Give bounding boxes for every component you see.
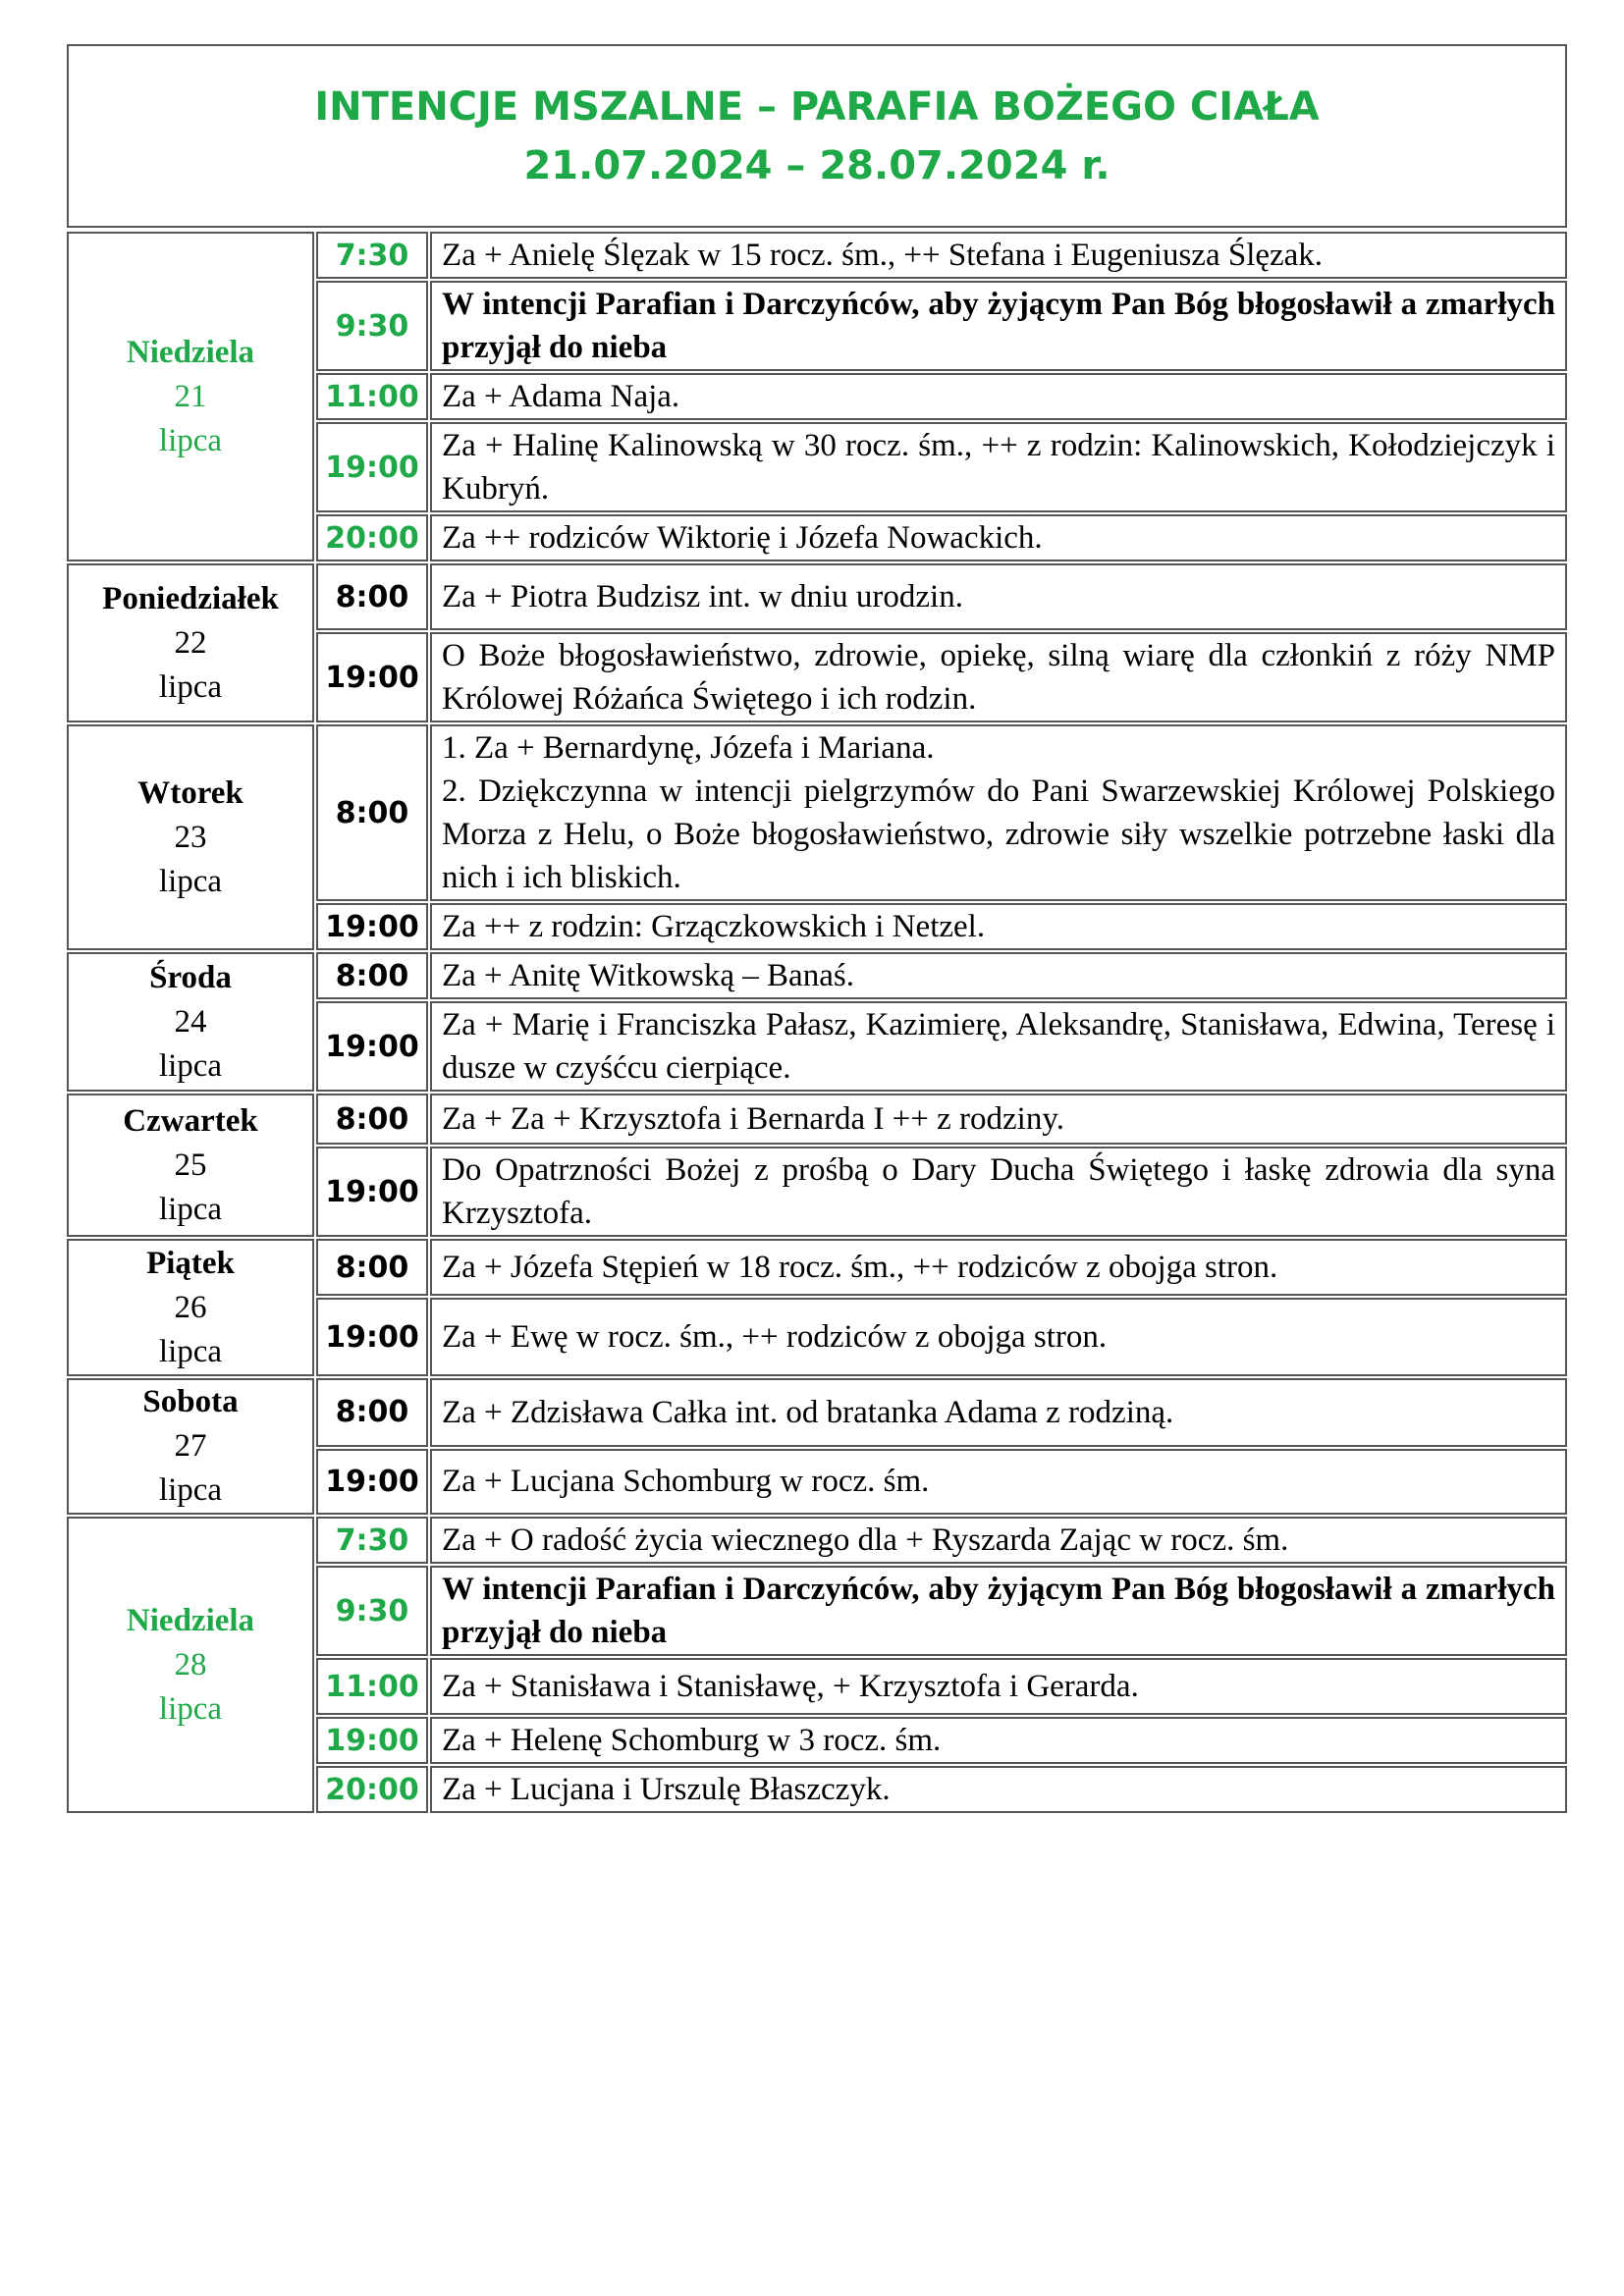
mass-time: 9:30 — [316, 1566, 428, 1656]
mass-time: 19:00 — [316, 1001, 428, 1092]
intention-text: Za + Ewę w rocz. śm., ++ rodziców z obojga stron. — [442, 1319, 1108, 1355]
intention-text: Za + Anitę Witkowską – Banaś. — [442, 958, 854, 993]
mass-time: 8:00 — [316, 1378, 428, 1447]
mass-time: 8:00 — [316, 1094, 428, 1145]
intention-text: Za + Za + Krzysztofa i Bernarda I ++ z rodziny. — [442, 1101, 1064, 1137]
mass-intention — [430, 1566, 1567, 1656]
day-number: 21 — [174, 378, 207, 414]
mass-time: 19:00 — [316, 1298, 428, 1376]
mass-time: 8:00 — [316, 1239, 428, 1296]
day-number: 24 — [174, 1003, 207, 1040]
intention-text: Za + Adama Naja. — [442, 379, 680, 414]
intention-text: Za + Józefa Stępień w 18 rocz. śm., ++ rodziców z obojga stron. — [442, 1250, 1278, 1285]
intention-text: Za + Zdzisława Całka int. od bratanka Adama z rodziną. — [442, 1394, 1174, 1430]
day-month: lipca — [158, 1690, 223, 1727]
mass-time: 8:00 — [316, 952, 428, 999]
mass-time: 20:00 — [316, 1766, 428, 1813]
mass-time: 19:00 — [316, 903, 428, 950]
intention-text: Do Opatrzności Bożej z prośbą o Dary Ducha Świętego i łaskę zdrowia dla syna Krzysztofa. — [442, 1152, 1555, 1231]
intention-text: Za ++ z rodzin: Grzączkowskich i Netzel. — [442, 909, 986, 944]
day-month: lipca — [158, 863, 223, 899]
mass-intention — [430, 232, 1567, 279]
day-month: lipca — [158, 1472, 223, 1508]
mass-time: 7:30 — [316, 232, 428, 279]
intention-text: Za + Lucjana i Urszulę Błaszczyk. — [442, 1772, 891, 1807]
mass-intention — [430, 1001, 1567, 1092]
day-number: 27 — [174, 1428, 207, 1464]
mass-row — [67, 952, 1567, 999]
mass-row — [67, 232, 1567, 279]
mass-intention — [430, 903, 1567, 950]
day-month: lipca — [158, 422, 223, 458]
day-number: 25 — [174, 1147, 207, 1183]
mass-intention — [430, 724, 1567, 901]
day-name: Czwartek — [123, 1102, 258, 1139]
day-cell — [67, 724, 314, 950]
intention-text: W intencji Parafian i Darczyńców, aby żyjącym Pan Bóg błogosławił a zmarłych przyjął do nieba — [442, 1572, 1555, 1650]
mass-intention — [430, 373, 1567, 420]
mass-time: 8:00 — [316, 724, 428, 901]
mass-intention — [430, 281, 1567, 371]
mass-intention — [430, 1449, 1567, 1515]
mass-intention — [430, 1147, 1567, 1237]
document-page — [67, 44, 1567, 1815]
mass-row — [67, 1094, 1567, 1145]
intention-text: Za + Marię i Franciszka Pałasz, Kazimierę, Aleksandrę, Stanisława, Edwina, Teresę i dusze w czyśćcu cierpiące. — [442, 1007, 1555, 1086]
intention-text: Za ++ rodziców Wiktorię i Józefa Nowackich. — [442, 520, 1043, 556]
day-name: Sobota — [142, 1384, 239, 1419]
page-title: INTENCJE MSZALNE – PARAFIA BOŻEGO CIAŁA — [314, 83, 1320, 130]
day-month: lipca — [158, 1191, 223, 1227]
day-month: lipca — [158, 668, 223, 705]
mass-row — [67, 1378, 1567, 1447]
mass-time: 19:00 — [316, 1717, 428, 1764]
intention-text: Za + O radość życia wiecznego dla + Ryszarda Zając w rocz. śm. — [442, 1522, 1289, 1558]
date-range: 21.07.2024 – 28.07.2024 r. — [523, 142, 1110, 188]
day-cell — [67, 1517, 314, 1813]
intention-text: O Boże błogosławieństwo, zdrowie, opiekę, silną wiarę dla członkiń z róży NMP Królowej Różańca Świętego i ich rodzin. — [442, 638, 1555, 717]
intention-text: Za + Lucjana Schomburg w rocz. śm. — [442, 1464, 930, 1500]
mass-intention — [430, 1766, 1567, 1813]
day-cell — [67, 1239, 314, 1376]
day-cell — [67, 232, 314, 561]
mass-time: 11:00 — [316, 1658, 428, 1715]
mass-time: 11:00 — [316, 373, 428, 420]
day-cell — [67, 952, 314, 1092]
mass-intention — [430, 632, 1567, 722]
mass-row — [67, 563, 1567, 630]
mass-intention — [430, 514, 1567, 561]
mass-intention — [430, 1378, 1567, 1447]
intention-text: Za + Halinę Kalinowską w 30 rocz. śm., ++ z rodzin: Kalinowskich, Kołodziejczyk i Kubryń. — [442, 428, 1555, 507]
day-name: Wtorek — [137, 774, 244, 811]
mass-row — [67, 724, 1567, 901]
day-month: lipca — [158, 1333, 223, 1369]
mass-time: 19:00 — [316, 422, 428, 512]
mass-row — [67, 1517, 1567, 1564]
mass-intention — [430, 952, 1567, 999]
mass-intention — [430, 422, 1567, 512]
day-name: Niedziela — [126, 1602, 255, 1638]
day-name: Piątek — [146, 1245, 235, 1281]
header-box — [67, 44, 1567, 228]
day-cell — [67, 1378, 314, 1515]
mass-intention — [430, 1298, 1567, 1376]
mass-row — [67, 1239, 1567, 1296]
mass-intention — [430, 1517, 1567, 1564]
mass-intention — [430, 1658, 1567, 1715]
mass-time: 7:30 — [316, 1517, 428, 1564]
intention-text: Za + Anielę Ślęzak w 15 rocz. śm., ++ Stefana i Eugeniusza Ślęzak. — [442, 238, 1324, 273]
intention-text: Za + Piotra Budzisz int. w dniu urodzin. — [442, 579, 963, 614]
day-name: Środa — [149, 959, 232, 995]
mass-intention — [430, 1239, 1567, 1296]
day-number: 26 — [174, 1289, 207, 1325]
mass-time: 19:00 — [316, 1449, 428, 1515]
intention-text: 2. Dziękczynna w intencji pielgrzymów do Pani Swarzewskiej Królowej Polskiego Morza z Helu, o Boże błogosławieństwo, zdrowie siły wszelkie potrzebne łaski dla nich i ich bliskich. — [442, 774, 1555, 895]
intention-text: W intencji Parafian i Darczyńców, aby żyjącym Pan Bóg błogosławił a zmarłych przyjął do nieba — [442, 287, 1555, 365]
intention-text: Za + Helenę Schomburg w 3 rocz. śm. — [442, 1723, 942, 1758]
mass-time: 8:00 — [316, 563, 428, 630]
mass-time: 9:30 — [316, 281, 428, 371]
day-name: Niedziela — [126, 334, 255, 370]
mass-time: 19:00 — [316, 632, 428, 722]
day-cell — [67, 563, 314, 722]
mass-intention — [430, 1717, 1567, 1764]
day-number: 23 — [174, 819, 207, 855]
intention-text: Za + Stanisława i Stanisławę, + Krzysztofa i Gerarda. — [442, 1669, 1139, 1704]
mass-time: 20:00 — [316, 514, 428, 561]
day-number: 28 — [174, 1646, 207, 1682]
day-name: Poniedziałek — [102, 580, 279, 616]
day-number: 22 — [174, 624, 207, 661]
day-cell — [67, 1094, 314, 1237]
intention-text: 1. Za + Bernardynę, Józefa i Mariana. — [442, 730, 935, 766]
mass-intention — [430, 563, 1567, 630]
day-month: lipca — [158, 1047, 223, 1084]
mass-time: 19:00 — [316, 1147, 428, 1237]
mass-intention — [430, 1094, 1567, 1145]
mass-intentions-table — [65, 230, 1569, 1815]
